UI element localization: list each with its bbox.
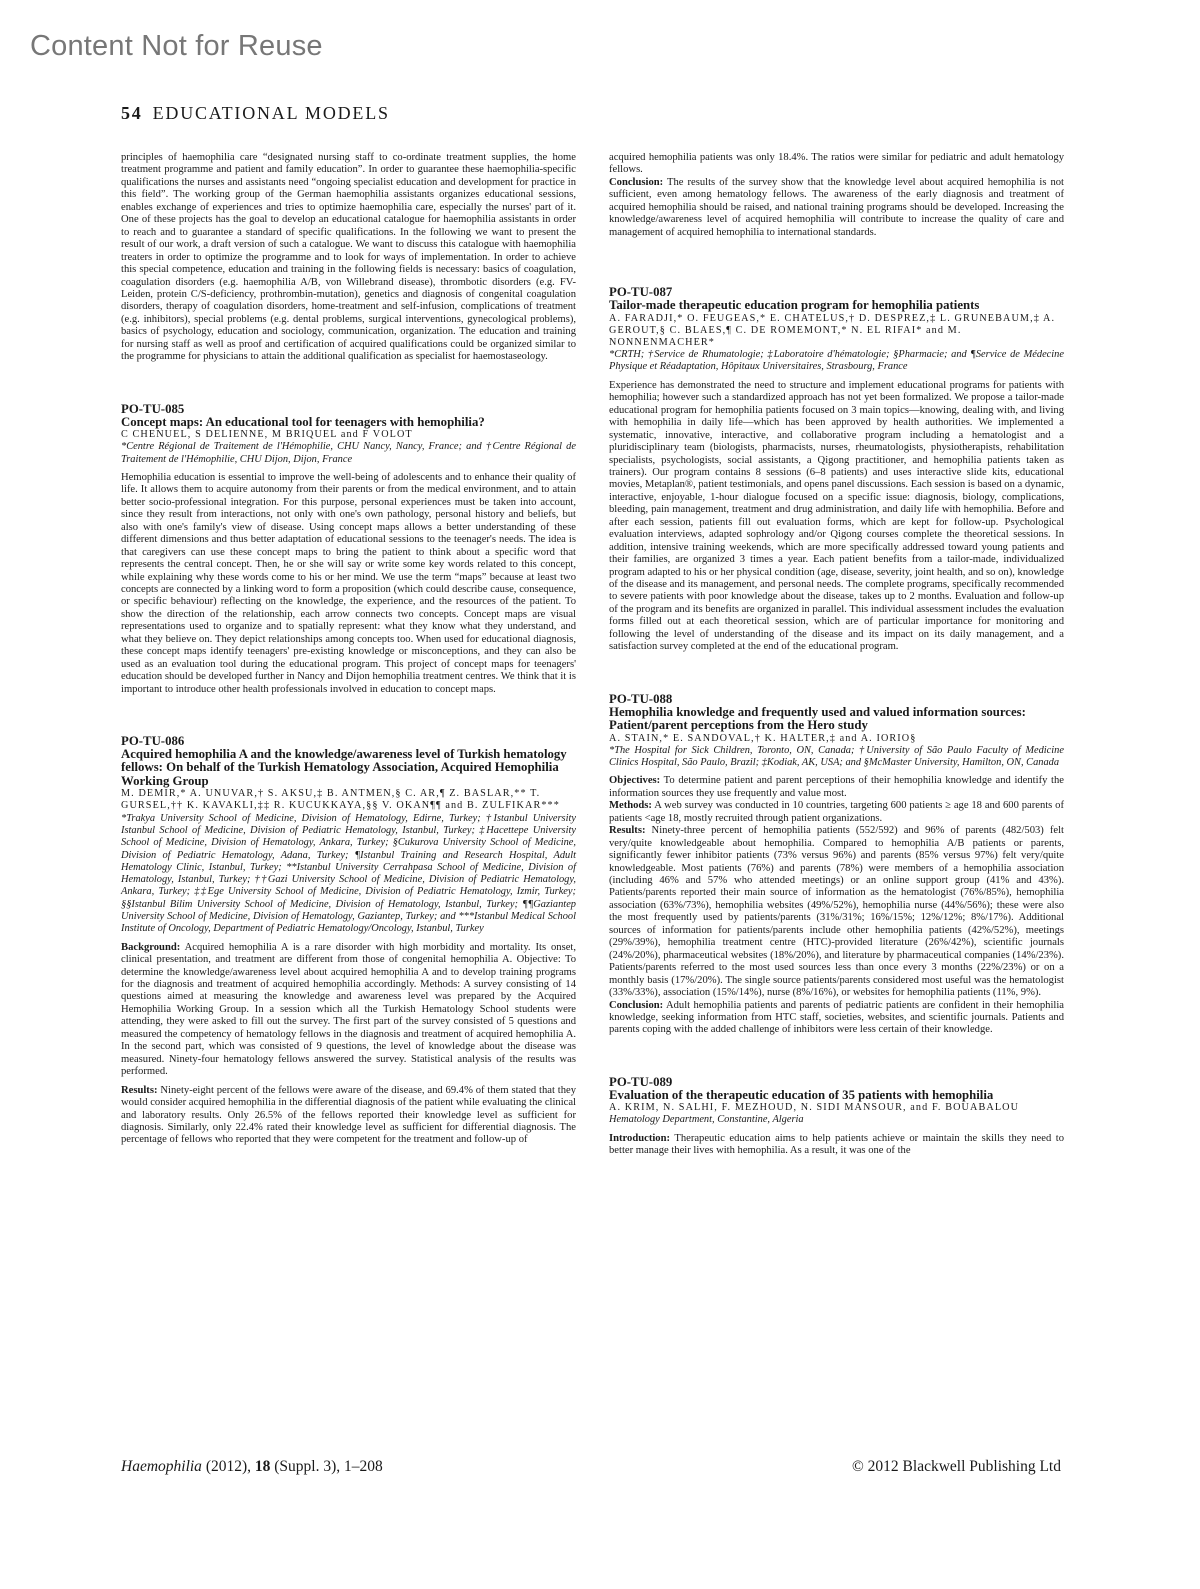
abstract-affiliations: *CRTH; †Service de Rhumatologie; ‡Laboratoire d'hématologie; §Pharmacie; and ¶Service de Médecine Physique et Réadaptation, Hôpitaux Universitaires, Strasbourg, France <box>609 349 1064 373</box>
abstract-086-conclusion <box>609 177 1064 239</box>
abstract-conclusion <box>609 1000 1064 1037</box>
journal-supplement: (Suppl. 3), 1–208 <box>274 1458 383 1475</box>
abstract-affiliations: Hematology Department, Constantine, Algeria <box>609 1114 804 1126</box>
results-text: Ninety-three percent of hemophilia patients (552/592) and 96% of parents (482/503) felt very/quite knowledgeable about hemophilia. Compared to hemophilia A/B patients or parents, significantly fewer inhibitor patients (73% versus 96%) and parents (85% versus 97%) felt very/quite knowledgeable. Most patients (76%) and parents (78%) were members of a hemophilia association (including 46% and 57% who attended meetings) or an online support group (41% and 43%). Patients/parents reported their main source of information as the hematologist (76%/85%), hemophilia association (63%/73%), hemophilia websites (49%/52%), hemophilia nurse (44%/56%); these were also the most frequently used by patients/parents (31%/31%; 16%/15%; 12%/12%; 8%/17%). Additional sources of information for patients/parents include other hemophilia patients (42%/52%), meetings (29%/39%), hemophilia treatment centre (HTC)-provided literature (26%/42%), scientific journals (24%/20%), pharmaceutical websites (18%/20%), and literature by pharmaceutical companies (14%/23%). Patients/parents referred to the most used sources less than once every 3 months (22%/23%) or on a monthly basis (17%/20%). The single source patients/parents considered most useful was the hematologist (33%/33%), association (15%/14%), nurse (8%/16%), or websites for hemophilia patients (11%, 9%). <box>609 825 1064 999</box>
section-title: EDUCATIONAL MODELS <box>152 103 390 123</box>
abstract-methods <box>609 800 1064 825</box>
abstract-title: Tailor-made therapeutic education program for hemophilia patients <box>609 298 980 313</box>
continued-text: principles of haemophilia care “designated nursing staff to co-ordinate treatment supplies, the home treatment programme and patient and family education”. In order to guarantee these haemophilia-specific qualifications the nurses and assistants need “ongoing specialist education and development for practice in this field”. The working group of the German haemophilia assistants organizes educational sessions, enables exchange of experiences and tries to optimize haemophilia care, especially the nurses' part of it. One of these projects has the goal to develop an educational catalogue for haemophilia assistants in order to reach and to guarantee a standard of specific qualifications. In the following we want to present the result of our work, a draft version of such a catalogue. We want to discuss this catalogue with haemophilia treaters in order to optimize the programme and to look for ways of implementation. In order to achieve this special competence, education and training in the following fields is necessary: basics of coagulation, coagulation disorders (e.g. haemophilia A/B, von Willebrand disease), thrombotic disorders (e.g. FV-Leiden, protein C/S-deficiency, prothrombin-mutation), genetics and diagnosis of congenital coagulation disorders, therapy of coagulation disorders, home-treatment and self-infusion, complications of treatment (e.g. inhibitors), special problems (e.g. dental problems, surgical interventions, gynecological problems), basics of psychology, education and sociology, communication, organization. The education and training for nursing staff as well as proof and certification of acquired qualifications could be organized similar to the programme for physicians to attain the additional qualification as specialist for haemostaseology. <box>121 152 576 363</box>
conclusion-label: Conclusion: <box>609 999 664 1011</box>
footer-copyright: © 2012 Blackwell Publishing Ltd <box>852 1458 1061 1475</box>
abstract-background <box>121 942 576 1079</box>
abstract-po-tu-088 <box>609 692 1064 1037</box>
abstract-id: PO-TU-085 <box>121 401 185 416</box>
abstract-results <box>121 1085 576 1147</box>
abstract-title: Hemophilia knowledge and frequently used and valued information sources: Patient/parent perceptions from the Hero study <box>609 704 1026 733</box>
journal-volume: 18 <box>254 1458 271 1475</box>
abstract-body: Experience has demonstrated the need to structure and implement educational programs for patients with hemophilia; however such a standardized approach has not yet been formalized. We propose a tailor-made educational program for hemophilia patients focused on 3 main topics—knowing, dealing with, and living with hemophilia in daily life—which has been approved by health authorities. We implemented a systematic, innovative, interactive, and collaborative program including a hematologist and a pluridisciplinary team (biologists, pharmacists, nurses, rheumatologists, physiotherapists, rehabilitation specialists, psychologists, social assistants, a Qigong practitioner, and hemophilia patients taken as trainers). Our program contains 8 sessions (6–8 patients) and uses interactive slide kits, educational movies, Metaplan®, patient testimonials, and opens panel discussions. Each session is based on a dynamic, interactive, enjoyable, 1-hour dialogue focused on a specific issue: diagnosis, biology, complications, bleeding, pain management, treatment and drug administration, and daily life with hemophilia. Before and after each session, patients fill out evaluation forms, which are kept for follow-up. Psychological evaluation interviews, adapted sophrology and/or Qigong courses complete the theoretical sessions. In addition, intensive training weekends, which are more specifically addressed toward young patients and their families, are organized 3 times a year. Each patient benefits from a tailor-made, individualized program adapted to his or her physical condition (age, disease, severity, joint health, and so on), knowledge of the disease and its management, and personal needs. The complete programs, specifically recommended to severe patients with poor knowledge about the disease, takes up to 2 months. Evaluation and follow-up of the program and its benefits are organized in parallel. This individual assessment includes the evaluation forms filled out at each theoretical session, which are of particular importance for monitoring and following the level of understanding of the disease and its impact on its daily management, and a satisfaction survey completed at the end of the educational program. <box>609 379 1065 653</box>
abstract-po-tu-085 <box>121 402 576 696</box>
abstract-po-tu-086 <box>121 734 576 1147</box>
abstract-authors: M. DEMIR,* A. UNUVAR,† S. AKSU,‡ B. ANTMEN,§ C. AR,¶ Z. BASLAR,** T. GURSEL,†† K. KAVAKLI,‡‡ R. KUCUKKAYA,§§ V. OKAN¶¶ and B. ZULFIKAR*** <box>121 788 560 812</box>
abstract-title: Concept maps: An educational tool for teenagers with hemophilia? <box>121 414 485 429</box>
page-number: 54 <box>121 103 143 123</box>
background-label: Background: <box>121 941 181 953</box>
abstract-affiliations: *The Hospital for Sick Children, Toronto, ON, Canada; †University of São Paulo Faculty of Medicine Clinics Hospital, São Paulo, Brazil; ‡Kodiak, AK, USA; and §McMaster University, Hamilton, ON, Canada <box>609 744 1064 769</box>
continued-text: acquired hemophilia patients was only 18.4%. The ratios were similar for pediatric and adult hematology fellows. <box>609 152 1064 176</box>
running-header <box>121 103 390 124</box>
results-label: Results: <box>609 825 646 837</box>
abstract-id: PO-TU-087 <box>609 285 673 300</box>
abstract-affiliations: *Trakya University School of Medicine, Division of Hematology, Edirne, Turkey; †Istanbul University Istanbul School of Medicine, Division of Pediatric Hematology, Istanbul, Turkey; ‡Hacettepe University School of Medicine, Division of Hematology, Ankara, Turkey; §Cukurova University School of Medicine, Division of Pediatric Hematology, Adana, Turkey; ¶Istanbul Training and Research Hospital, Adult Hematology Clinic, Istanbul, Turkey; **Istanbul University Cerrahpasa School of Medicine, Division of Hematology, Istanbul, Turkey; ††Gazi University School of Medicine, Division of Pediatric Hematology, Ankara, Turkey; ‡‡Ege University School of Medicine, Division of Pediatric Hematology, Izmir, Turkey; §§Istanbul Bilim University School of Medicine, Division of Hematology, Istanbul, Turkey; ¶¶Gaziantep University School of Medicine, Division of Hematology, Gaziantep, Turkey; and ***Istanbul Medical School Institute of Oncology, Department of Pediatric Hematology/Oncology, Istanbul, Turkey <box>121 812 576 935</box>
methods-text: A web survey was conducted in 10 countries, targeting 600 patients ≥ age 18 and 600 parents of patients <age 18, mostly recruited through patient organizations. <box>609 800 1064 824</box>
abstract-results <box>609 825 1064 999</box>
watermark: Content Not for Reuse <box>30 30 323 62</box>
abstract-id: PO-TU-089 <box>609 1074 673 1089</box>
journal-year: (2012), <box>205 1458 252 1475</box>
objectives-text: To determine patient and parent perceptions of their hemophilia knowledge and identify the information sources they use frequently and value most. <box>609 775 1065 799</box>
footer-citation <box>121 1458 383 1476</box>
abstract-authors: A. FARADJI,* O. FEUGEAS,* E. CHATELUS,† D. DESPREZ,‡ L. GRUNEBAUM,‡ A. GEROUT,§ C. BLAES,¶ C. DE ROMEMONT,* N. EL RIFAI* and M. NONNENMACHER* <box>609 312 1056 348</box>
conclusion-label: Conclusion: <box>609 176 664 188</box>
methods-label: Methods: <box>609 800 652 812</box>
abstract-authors: A. STAIN,* E. SANDOVAL,† K. HALTER,‡ and A. IORIO§ <box>609 732 917 744</box>
abstract-po-tu-089 <box>609 1075 1064 1158</box>
background-text: Acquired hemophilia A is a rare disorder with high morbidity and mortality. Its onset, clinical presentation, and treatment are different from those of congenital hemophilia A. Objective: To determine the knowledge/awareness level about acquired hemophilia A and to develop training programs for the diagnosis and treatment of acquired hemophilia accordingly. Methods: A survey consisting of 14 questions aimed at measuring the knowledge and awareness level was prepared by the Acquired Hemophilia Working Group. In a session which all the Turkish Hematology School students were attending, they were asked to fill out the survey. The first part of the survey consisted of 5 questions and measured the competency of hematology fellows in the diagnosis and treatment of acquired hemophilia A. In the second part, which was consisted of 9 questions, the level of knowledge about the disease was measured. Ninety-four hematology fellows answered the survey. Statistical analysis of the results was performed. <box>121 941 576 1078</box>
abstract-id: PO-TU-088 <box>609 691 673 706</box>
abstract-body: Hemophilia education is essential to improve the well-being of adolescents and to enhance their quality of life. It allows them to acquire autonomy from their parents or from the medical environment, and to attain better socio-professional integration. For this purpose, personal experiences must be taken into account, since they result from interactions, not only with one's own pathology, personal history and beliefs, but also with one's family's view of disease. Using concept maps allows a better understanding of these different dimensions and thus better adaptation of educational sessions to the teenager's needs. The idea is that caregivers can use these concept maps to bring the patient to think about a specific word that represents the central concept. Then, he or she will say or write some key words related to this concept, while explaining why these words come to his or her mind. We use the term “maps” because at least two concepts are connected by a linking word to form a proposition (which could describe cause, consequence, or specific behaviour) reflecting on the knowledge, the experience, and the resources of the patient. To show the direction of the relationship, each arrow connects two concepts. Concept maps are visual representations used to organize and to spatially represent: what they know what they understand, and what they believe on. They depict relationships among concepts too. When used for educational diagnosis, these concept maps identify teenagers' pre-existing knowledge or misconceptions, and they can also be used as an evaluation tool during the educational program. This project of concept maps for teenagers' education should be developed further in Nancy and Dijon hemophilia treatment centres. We think that it is important to introduce other health professionals involved in education to concept maps. <box>121 471 576 695</box>
left-column <box>121 152 576 1153</box>
introduction-label: Introduction: <box>609 1132 671 1144</box>
abstract-authors: A. KRIM, N. SALHI, F. MEZHOUD, N. SIDI MANSOUR, and F. BOUABALOU <box>609 1102 1020 1114</box>
journal-name: Haemophilia <box>121 1458 202 1475</box>
introduction-text: Therapeutic education aims to help patients achieve or maintain the skills they need to better manage their lives with hemophilia. As a result, it was one of the <box>609 1132 1064 1157</box>
abstract-title: Evaluation of the therapeutic education of 35 patients with hemophilia <box>609 1087 994 1102</box>
abstract-introduction <box>609 1133 1064 1158</box>
objectives-label: Objectives: <box>609 775 661 787</box>
conclusion-text: The results of the survey show that the knowledge level about acquired hemophilia is not sufficient, even among hematology fellows. The awareness of the early diagnosis and treatment of acquired hemophilia should be raised, and national training programs should be developed. Increasing the knowledge/awareness level of acquired hemophilia will contribute to increase the quality of care and management of acquired hemophilia to international standards. <box>609 176 1064 238</box>
results-label: Results: <box>121 1084 158 1096</box>
results-text: Ninety-eight percent of the fellows were aware of the disease, and 69.4% of them stated that they would consider acquired hemophilia in the differential diagnosis of the patient while evaluating the clinical and laboratory results. Only 26.5% of the fellows reported their knowledge level as sufficient for diagnosis. Similarly, only 22.4% rated their knowledge level as sufficient for differential diagnosis. The percentage of fellows who reported that they were competent for the treatment and follow-up of <box>121 1084 576 1146</box>
abstract-id: PO-TU-086 <box>121 734 185 749</box>
abstract-po-tu-087 <box>609 285 1064 654</box>
abstract-objectives <box>609 775 1064 800</box>
abstract-authors: C CHENUEL, S DELIENNE, M BRIQUEL and F VOLOT <box>121 429 413 441</box>
abstract-affiliations: *Centre Régional de Traitement de l'Hémophilie, CHU Nancy, Nancy, France; and †Centre Régional de Traitement de l'Hémophilie, CHU Dijon, Dijon, France <box>121 441 576 465</box>
conclusion-text: Adult hemophilia patients and parents of pediatric patients are confident in their hemophilia knowledge, seeking information from HTC staff, societies, websites, and scientific journals. Patients and parents coping with the added challenge of inhibitors were less certain of their knowledge. <box>609 999 1064 1036</box>
abstract-title: Acquired hemophilia A and the knowledge/awareness level of Turkish hematology fellows: On behalf of the Turkish Hematology Association, Acquired Hemophilia Working Group <box>121 747 567 788</box>
right-column <box>609 152 1064 1164</box>
